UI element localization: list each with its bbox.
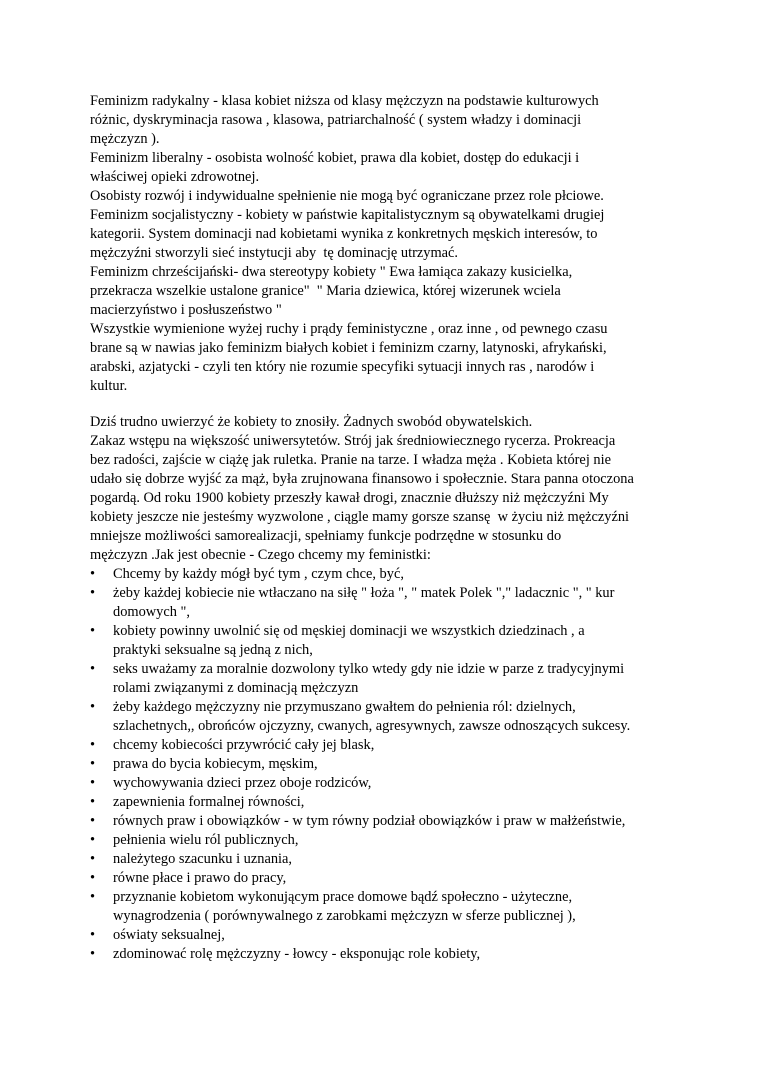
text-line: seks uważamy za moralnie dozwolony tylko wtedy gdy nie idzie w parze z tradycyjnymi bbox=[113, 661, 625, 677]
paragraph-white-feminism bbox=[90, 320, 690, 396]
text-line: Feminizm socjalistyczny - kobiety w państwie kapitalistycznym są obywatelkami drugiej bbox=[90, 207, 605, 223]
bullet-icon: • bbox=[90, 832, 96, 848]
list-item bbox=[90, 945, 690, 964]
demands-list bbox=[90, 565, 690, 964]
paragraph-spacer bbox=[90, 396, 690, 413]
paragraph-radical-feminism bbox=[90, 92, 690, 149]
section-history bbox=[90, 413, 690, 565]
text-line: zapewnienia formalnej równości, bbox=[113, 794, 305, 810]
bullet-icon: • bbox=[90, 946, 96, 962]
list-item bbox=[90, 869, 690, 888]
text-line: równych praw i obowiązków - w tym równy podział obowiązków i praw w małżeństwie, bbox=[113, 813, 626, 829]
text-line: mężczyzn ). bbox=[90, 131, 160, 147]
list-item bbox=[90, 584, 690, 622]
list-item bbox=[90, 774, 690, 793]
text-line: wynagrodzenia ( porównywalnego z zarobkami mężczyzn w sferze publicznej ), bbox=[113, 908, 576, 924]
text-line: prawa do bycia kobiecym, męskim, bbox=[113, 756, 318, 772]
list-item bbox=[90, 698, 690, 736]
list-item bbox=[90, 736, 690, 755]
text-line: mężczyźni stworzyli sieć instytucji aby tę dominację utrzymać. bbox=[90, 245, 459, 261]
list-item bbox=[90, 565, 690, 584]
text-line: pełnienia wielu ról publicznych, bbox=[113, 832, 299, 848]
text-line: zdominować rolę mężczyzny - łowcy - eksponując role kobiety, bbox=[113, 946, 481, 962]
text-line: przekracza wszelkie ustalone granice" " Maria dziewica, której wizerunek wciela bbox=[90, 283, 561, 299]
text-line: różnic, dyskryminacja rasowa , klasowa, patriarchalność ( system władzy i dominacji bbox=[90, 112, 582, 128]
text-line: Osobisty rozwój i indywidualne spełnienie nie mogą być ograniczane przez role płciowe. bbox=[90, 188, 604, 204]
paragraph-liberal-feminism bbox=[90, 149, 690, 187]
text-line: Wszystkie wymienione wyżej ruchy i prądy feministyczne , oraz inne , od pewnego czasu bbox=[90, 321, 608, 337]
list-item bbox=[90, 812, 690, 831]
text-line: rolami związanymi z dominacją mężczyzn bbox=[113, 680, 359, 696]
text-line: kobiety powinny uwolnić się od męskiej dominacji we wszystkich dziedzinach , a bbox=[113, 623, 585, 639]
list-item bbox=[90, 622, 690, 660]
text-line: macierzyństwo i posłuszeństwo " bbox=[90, 302, 282, 318]
text-line: żeby każdej kobiecie nie wtłaczano na siłę " łoża ", " matek Polek "," ladacznic ", " kur bbox=[113, 585, 615, 601]
list-item bbox=[90, 888, 690, 926]
text-line: praktyki seksualne są jedną z nich, bbox=[113, 642, 313, 658]
text-line: żeby każdego mężczyzny nie przymuszano gwałtem do pełnienia ról: dzielnych, bbox=[113, 699, 576, 715]
list-item bbox=[90, 660, 690, 698]
text-line: należytego szacunku i uznania, bbox=[113, 851, 293, 867]
bullet-icon: • bbox=[90, 661, 96, 677]
list-item bbox=[90, 831, 690, 850]
bullet-icon: • bbox=[90, 566, 96, 582]
bullet-icon: • bbox=[90, 585, 96, 601]
paragraph-history-restrictions bbox=[90, 432, 690, 565]
text-line: przyznanie kobietom wykonującym prace domowe bądź społeczno - użyteczne, bbox=[113, 889, 573, 905]
section-feminism-types bbox=[90, 92, 690, 396]
text-line: kategorii. System dominacji nad kobietami wynika z konkretnych męskich interesów, to bbox=[90, 226, 598, 242]
text-line: Dziś trudno uwierzyć że kobiety to znosiły. Żadnych swobód obywatelskich. bbox=[90, 414, 533, 430]
text-line: kobiety jeszcze nie jesteśmy wyzwolone , ciągle mamy gorsze szansę w życiu niż mężczyźni bbox=[90, 509, 630, 525]
bullet-icon: • bbox=[90, 775, 96, 791]
text-line: domowych ", bbox=[113, 604, 191, 620]
text-line: Chcemy by każdy mógł być tym , czym chce, być, bbox=[113, 566, 404, 582]
text-line: Feminizm radykalny - klasa kobiet niższa od klasy mężczyzn na podstawie kulturowych bbox=[90, 93, 599, 109]
text-line: chcemy kobiecości przywrócić cały jej blask, bbox=[113, 737, 375, 753]
list-item bbox=[90, 755, 690, 774]
text-line: równe płace i prawo do pracy, bbox=[113, 870, 287, 886]
text-line: oświaty seksualnej, bbox=[113, 927, 225, 943]
text-line: Zakaz wstępu na większość uniwersytetów. Strój jak średniowiecznego rycerza. Prokreacja bbox=[90, 433, 616, 449]
list-item bbox=[90, 793, 690, 812]
paragraph-socialist-feminism bbox=[90, 206, 690, 263]
bullet-icon: • bbox=[90, 623, 96, 639]
list-item bbox=[90, 926, 690, 945]
bullet-icon: • bbox=[90, 813, 96, 829]
text-line: Feminizm chrześcijański- dwa stereotypy kobiety " Ewa łamiąca zakazy kusicielka, bbox=[90, 264, 573, 280]
document-page bbox=[90, 92, 690, 964]
text-line: mniejsze możliwości samorealizacji, spełniamy funkcje podrzędne w stosunku do bbox=[90, 528, 562, 544]
list-item bbox=[90, 850, 690, 869]
bullet-icon: • bbox=[90, 851, 96, 867]
bullet-icon: • bbox=[90, 870, 96, 886]
text-line: mężczyzn .Jak jest obecnie - Czego chcemy my feministki: bbox=[90, 547, 431, 563]
text-line: wychowywania dzieci przez oboje rodziców, bbox=[113, 775, 372, 791]
bullet-icon: • bbox=[90, 794, 96, 810]
bullet-icon: • bbox=[90, 756, 96, 772]
text-line: szlachetnych,, obrońców ojczyzny, cwanych, agresywnych, zawsze odnoszących sukcesy. bbox=[113, 718, 631, 734]
text-line: pogardą. Od roku 1900 kobiety przeszły kawał drogi, znacznie dłuższy niż mężczyźni My bbox=[90, 490, 609, 506]
text-line: udało się dobrze wyjść za mąż, była zrujnowana finansowo i społecznie. Stara panna otoczona bbox=[90, 471, 634, 487]
text-line: kultur. bbox=[90, 378, 128, 394]
text-line: brane są w nawias jako feminizm białych kobiet i feminizm czarny, latynoski, afrykański, bbox=[90, 340, 607, 356]
bullet-icon: • bbox=[90, 737, 96, 753]
text-line: arabski, azjatycki - czyli ten który nie rozumie specyfiki sytuacji innych ras , narodów i bbox=[90, 359, 595, 375]
paragraph-hard-to-believe bbox=[90, 413, 690, 432]
paragraph-christian-feminism bbox=[90, 263, 690, 320]
bullet-icon: • bbox=[90, 889, 96, 905]
text-line: bez radości, zajście w ciążę jak ruletka. Pranie na tarze. I władza męża . Kobieta której nie bbox=[90, 452, 611, 468]
paragraph-personal-development bbox=[90, 187, 690, 206]
bullet-icon: • bbox=[90, 927, 96, 943]
text-line: właściwej opieki zdrowotnej. bbox=[90, 169, 260, 185]
bullet-icon: • bbox=[90, 699, 96, 715]
text-line: Feminizm liberalny - osobista wolność kobiet, prawa dla kobiet, dostęp do edukacji i bbox=[90, 150, 580, 166]
